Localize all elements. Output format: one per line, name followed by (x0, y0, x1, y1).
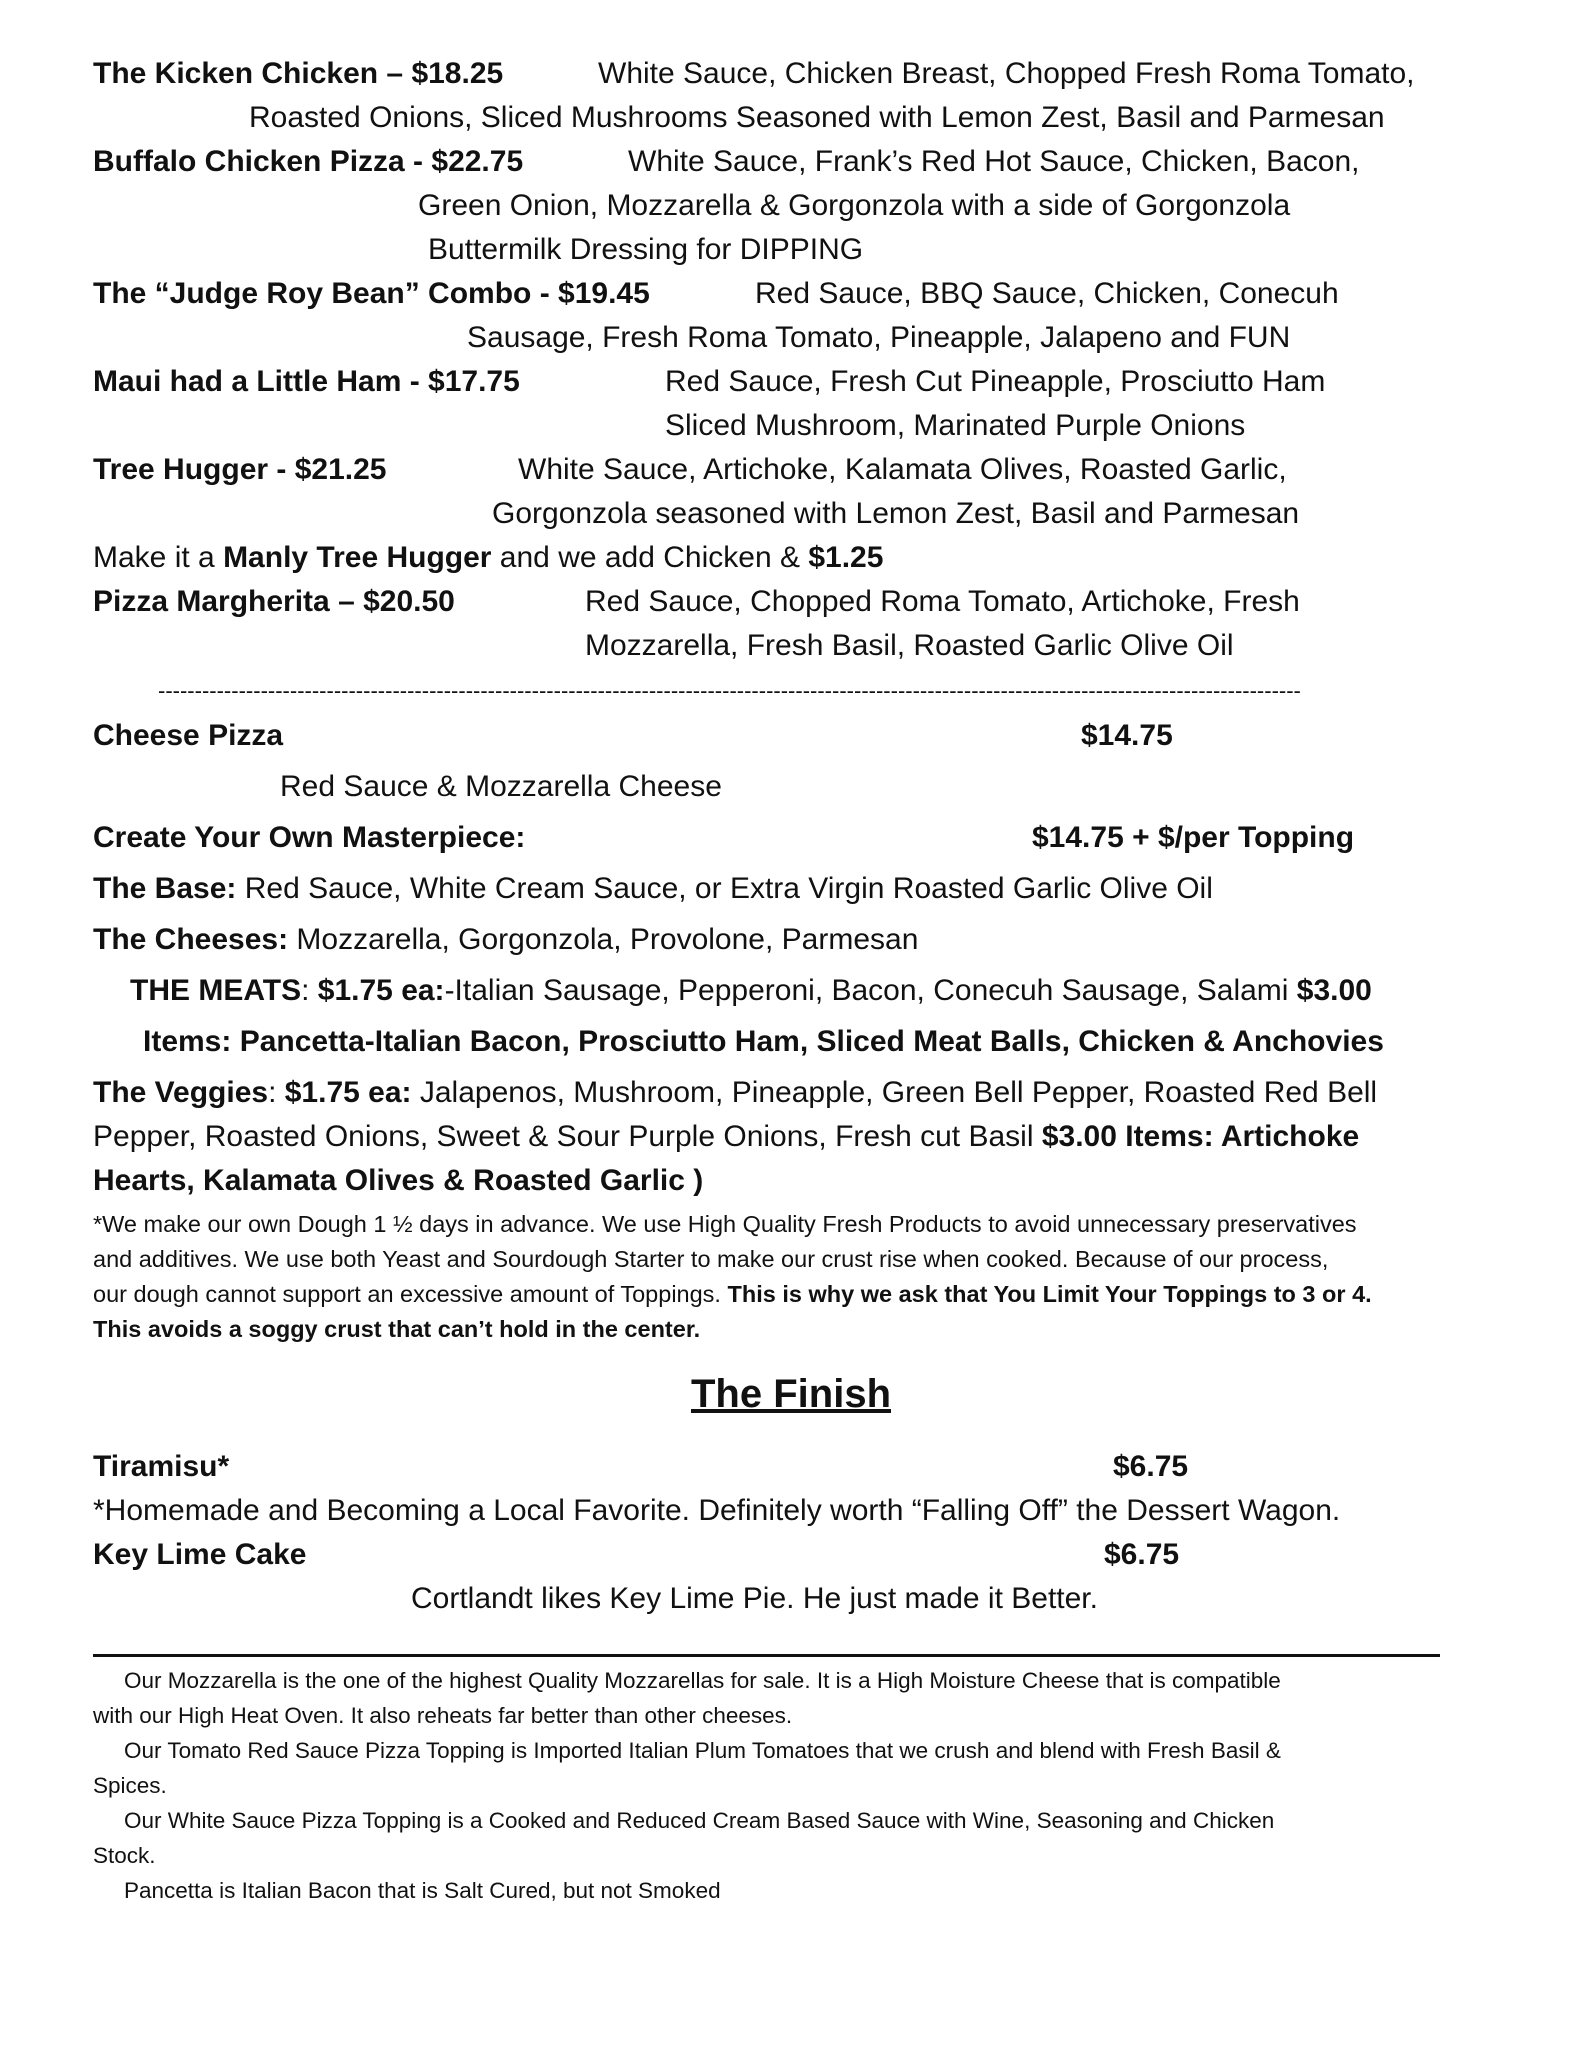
footnote-pancetta: Pancetta is Italian Bacon that is Salt Cured, but not Smoked (124, 1878, 721, 1903)
dashed-separator: ------------------------------------------------------------------------------------------------------------------------------------------------------------ (158, 680, 1301, 702)
cheese-pizza-desc: Red Sauce & Mozzarella Cheese (280, 770, 722, 803)
upsell-text: and we add Chicken & (491, 541, 809, 574)
pizza-tree-hugger-desc: White Sauce, Artichoke, Kalamata Olives, Roasted Garlic, (518, 453, 1287, 486)
pizza-judge-roy-bean-desc: Red Sauce, BBQ Sauce, Chicken, Conecuh (755, 277, 1339, 310)
cheese-pizza-name: Cheese Pizza (93, 719, 284, 752)
cheeses-text: Mozzarella, Gorgonzola, Provolone, Parmesan (288, 923, 919, 956)
veggies-list: Jalapenos, Mushroom, Pineapple, Green Bell Pepper, Roasted Red Bell (411, 1076, 1378, 1109)
create-your-own-price: $14.75 + $/per Topping (1032, 821, 1355, 854)
pizza-maui-ham-desc: Sliced Mushroom, Marinated Purple Onions (665, 409, 1246, 442)
tiramisu-name: Tiramisu* (93, 1450, 230, 1483)
veggie-premium-items: Hearts, Kalamata Olives & Roasted Garlic ) (93, 1164, 704, 1197)
veggies-premium: $3.00 Items: Artichoke (1041, 1120, 1360, 1153)
upsell-text: Make it a (93, 541, 224, 574)
footnote-white-sauce: Stock. (93, 1843, 156, 1868)
pizza-margherita-desc: Red Sauce, Chopped Roma Tomato, Artichoke, Fresh (585, 585, 1300, 618)
meats-colon: : (301, 974, 318, 1007)
pizza-judge-roy-bean-name: The “Judge Roy Bean” Combo - $19.45 (93, 277, 650, 310)
cheese-options (93, 920, 918, 960)
create-your-own-title: Create Your Own Masterpiece: (93, 821, 526, 854)
base-label: The Base: (93, 872, 237, 905)
veggies-list: Pepper, Roasted Onions, Sweet & Sour Purple Onions, Fresh cut Basil (93, 1120, 1042, 1153)
cheese-pizza-price: $14.75 (1081, 719, 1173, 752)
footnote-white-sauce: Our White Sauce Pizza Topping is a Cooked and Reduced Cream Based Sauce with Wine, Seasoning and Chicken (124, 1808, 1275, 1833)
pizza-margherita-desc: Mozzarella, Fresh Basil, Roasted Garlic Olive Oil (585, 629, 1234, 662)
pizza-tree-hugger-name: Tree Hugger - $21.25 (93, 453, 387, 486)
upsell-price: $1.25 (808, 541, 884, 574)
pizza-kicken-chicken-desc: Roasted Onions, Sliced Mushrooms Seasoned with Lemon Zest, Basil and Parmesan (249, 101, 1385, 134)
dough-note-bold: This is why we ask that You Limit Your Toppings to 3 or 4. (727, 1281, 1372, 1307)
dough-note (93, 1277, 1372, 1311)
meat-options (130, 971, 1372, 1011)
footnote-mozzarella: with our High Heat Oven. It also reheats far better than other cheeses. (93, 1703, 793, 1728)
veggies-label: The Veggies (93, 1076, 269, 1109)
dough-note: *We make our own Dough 1 ½ days in advance. We use High Quality Fresh Products to avoid unnecessary preservatives (93, 1211, 1357, 1237)
divider (93, 1654, 1440, 1657)
pizza-buffalo-chicken-desc: White Sauce, Frank’s Red Hot Sauce, Chicken, Bacon, (628, 145, 1360, 178)
veggies-colon: : (268, 1076, 285, 1109)
footnote-red-sauce: Spices. (93, 1773, 167, 1798)
pizza-kicken-chicken-name: The Kicken Chicken – $18.25 (93, 57, 504, 90)
pizza-margherita-name: Pizza Margherita – $20.50 (93, 585, 455, 618)
finish-heading: The Finish (691, 1372, 891, 1416)
footnote-mozzarella: Our Mozzarella is the one of the highest Quality Mozzarellas for sale. It is a High Moisture Cheese that is compatible (124, 1668, 1281, 1693)
dough-note: This avoids a soggy crust that can’t hold in the center. (93, 1316, 701, 1342)
key-lime-name: Key Lime Cake (93, 1538, 307, 1571)
pizza-buffalo-chicken-name: Buffalo Chicken Pizza - $22.75 (93, 145, 524, 178)
dough-note: and additives. We use both Yeast and Sourdough Starter to make our crust rise when cooked. Because of our process, (93, 1246, 1329, 1272)
pizza-judge-roy-bean-desc: Sausage, Fresh Roma Tomato, Pineapple, Jalapeno and FUN (467, 321, 1291, 354)
meats-list: -Italian Sausage, Pepperoni, Bacon, Conecuh Sausage, Salami (444, 974, 1297, 1007)
key-lime-desc: Cortlandt likes Key Lime Pie. He just made it Better. (411, 1582, 1098, 1615)
pizza-maui-ham-name: Maui had a Little Ham - $17.75 (93, 365, 520, 398)
manly-tree-hugger-upsell (93, 538, 883, 578)
base-text: Red Sauce, White Cream Sauce, or Extra Virgin Roasted Garlic Olive Oil (236, 872, 1213, 905)
tiramisu-price: $6.75 (1113, 1450, 1189, 1483)
meat-premium-items: Items: Pancetta-Italian Bacon, Prosciutto Ham, Sliced Meat Balls, Chicken & Anchovies (143, 1025, 1384, 1058)
meats-premium-price: $3.00 (1296, 974, 1372, 1007)
key-lime-price: $6.75 (1104, 1538, 1180, 1571)
pizza-kicken-chicken-desc: White Sauce, Chicken Breast, Chopped Fresh Roma Tomato, (598, 57, 1415, 90)
pizza-buffalo-chicken-desc: Green Onion, Mozzarella & Gorgonzola with a side of Gorgonzola (418, 189, 1291, 222)
tiramisu-desc: *Homemade and Becoming a Local Favorite. Definitely worth “Falling Off” the Dessert Wagon. (93, 1494, 1341, 1527)
upsell-name: Manly Tree Hugger (223, 541, 492, 574)
footnote-red-sauce: Our Tomato Red Sauce Pizza Topping is Imported Italian Plum Tomatoes that we crush and blend with Fresh Basil & (124, 1738, 1281, 1763)
meats-price: $1.75 ea: (317, 974, 445, 1007)
base-options (93, 869, 1213, 909)
veggies-price: $1.75 ea: (284, 1076, 412, 1109)
pizza-buffalo-chicken-desc: Buttermilk Dressing for DIPPING (428, 233, 864, 266)
veggie-options-cont (93, 1117, 1359, 1157)
pizza-tree-hugger-desc: Gorgonzola seasoned with Lemon Zest, Basil and Parmesan (492, 497, 1300, 530)
pizza-maui-ham-desc: Red Sauce, Fresh Cut Pineapple, Prosciutto Ham (665, 365, 1326, 398)
dough-note-text: our dough cannot support an excessive amount of Toppings. (93, 1281, 728, 1307)
veggie-options (93, 1073, 1377, 1113)
meats-label: THE MEATS (130, 974, 302, 1007)
cheeses-label: The Cheeses: (93, 923, 289, 956)
